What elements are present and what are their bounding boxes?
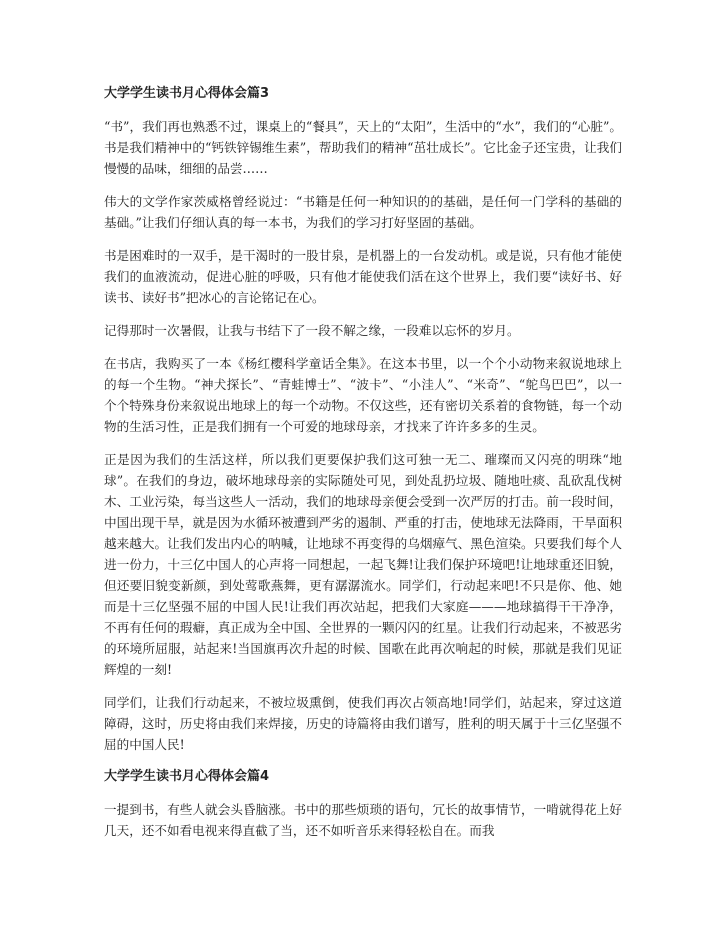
paragraph: 记得那时一次暑假，让我与书结下了一段不解之缘，一段难以忘怀的岁月。 [104,323,520,338]
section-heading: 大学学生读书月心得体会篇4 [104,769,270,784]
paragraph: 伟大的文学作家茨威格曾经说过：“书籍是任何一种知识的的基础，是任何一门学科的基础的基础。”让我们仔细认真的每一本书，为我们的学习打好坚固的基础。 [104,194,622,230]
section-heading: 大学学生读书月心得体会篇3 [104,86,270,101]
paragraph: 正是因为我们的生活这样，所以我们更要保护我们这可独一无二、璀璨而又闪亮的明珠“地球”。在我们的身边，破坏地球母亲的实际随处可见，到处乱扔垃圾、随地吐痰、乱砍乱伐树木、工业污染，每当这些人一活动，我们的地球母亲便会受到一次严厉的打击。前一段时间，中国出现干旱，就是因为水循环被遭到严劣的遏制、严重的打击，使地球无法降雨，干旱面积越来越大。让我们发出内心的呐喊，让地球不再变得的乌烟瘴气、黑色渲染。只要我们每个人进一份力，十三亿中国人的心声将一同想起，一起飞舞!让我们保护环境吧!让地球重还旧貌，但还要旧貌变新颜，到处莺歌燕舞，更有潺潺流水。同学们，行动起来吧!不只是你、他、她而是十三亿坚强不屈的中国人民!让我们再次站起，把我们大家庭———地球搞得干干净净，不再有任何的瑕癖，真正成为全中国、全世界的一颗闪闪的红星。让我们行动起来，不被恶劣的环境所屈服，站起来!当国旗再次升起的时候、国歌在此再次响起的时候，那就是我们见证辉煌的一刻! [104,452,622,677]
paragraph: 在书店，我购买了一本《杨红樱科学童话全集》。在这本书里，以一个个小动物来叙说地球上的每一个生物。“神犬探长”、“青蛙博士”、“波卡”、“小洼人”、“米奇”、“鸵鸟巴巴”，以一个个特殊身份来叙说出地球上的每一个动物。不仅这些，还有密切关系着的食物链，每一个动物的生活习性，正是我们拥有一个可爱的地球母亲，才找来了许许多多的生灵。 [104,356,622,434]
paragraph: 书是困难时的一双手，是干渴时的一股甘泉，是机器上的一台发动机。或是说，只有他才能使我们的血液流动，促进心脏的呼吸，只有他才能使我们活在这个世界上，我们要“读好书、好读书、读好书”把冰心的言论铭记在心。 [104,248,622,305]
paragraph: “书”，我们再也熟悉不过，课桌上的“餐具”，天上的“太阳”，生活中的“水”，我们的“心脏”。书是我们精神中的“钙铁锌锡维生素”，帮助我们的精神“茁壮成长”。它比金子还宝贵，让我们慢慢的品味，细细的品尝…… [104,119,622,176]
paragraph: 一提到书，有些人就会头昏脑涨。书中的那些烦琐的语句，冗长的故事情节，一啃就得花上好几天，还不如看电视来得直截了当，还不如听音乐来得轻松自在。而我 [104,802,622,838]
paragraph: 同学们，让我们行动起来，不被垃圾熏倒，使我们再次占领高地!同学们，站起来，穿过这道障碍，这时，历史将由我们来焊接，历史的诗篇将由我们谱写，胜利的明天属于十三亿坚强不屈的中国人民! [104,695,622,752]
